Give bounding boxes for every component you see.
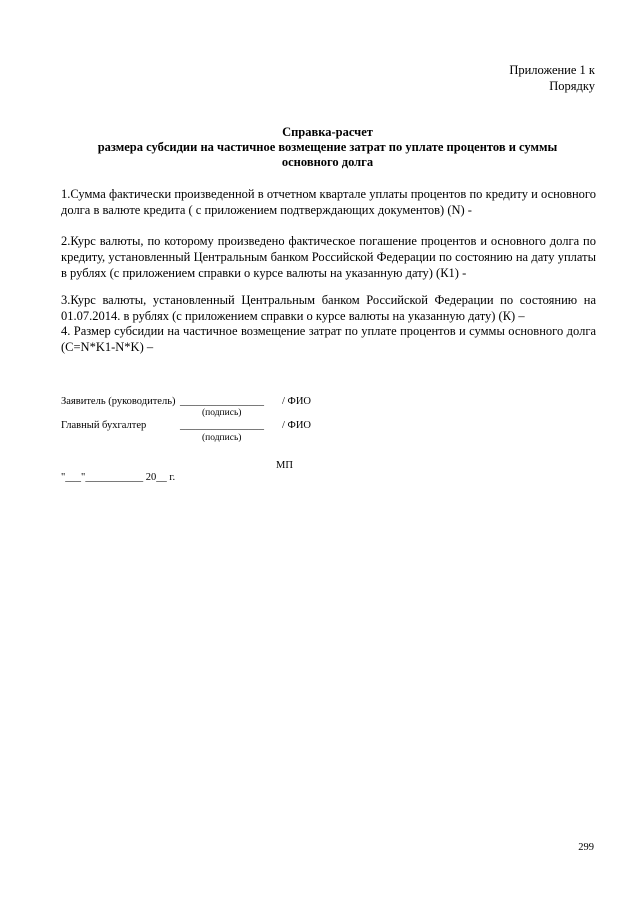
page-number: 299 [578,842,594,853]
accountant-label: Главный бухгалтер [61,420,147,431]
title-line-2: размера субсидии на частичное возмещение затрат по уплате процентов и суммы [97,140,558,154]
appendix-line-2: Порядку [549,79,595,93]
item-4: 4. Размер субсидии на частичное возмещение затрат по уплате процентов и суммы основного долга (С=N*K1-N*K) – [61,324,596,354]
accountant-sign-line: ________________ [180,420,264,431]
title-line-1: Справка-расчет [282,125,373,139]
applicant-label: Заявитель (руководитель) [61,396,176,407]
appendix-note [335,62,595,94]
date-line: "___"___________ 20__ г. [61,472,176,483]
applicant-sign-hint: (подпись) [202,408,242,418]
item-1: 1.Сумма фактически произведенной в отчетном квартале уплаты процентов по кредиту и основного долга в валюте кредита ( с приложением подтверждающих документов) (N) - [61,187,596,217]
appendix-line-1: Приложение 1 к [509,63,595,77]
applicant-fio: / ФИО [282,396,312,407]
item-2: 2.Курс валюты, по которому произведено фактическое погашение процентов и основного долга по кредиту, установленный Центральным банком Российской Федерации по состоянию на дату уплаты в рублях (с приложением справки о курсе валюты на указанную дату) (К1) - [61,234,596,280]
accountant-fio: / ФИО [282,420,312,431]
accountant-sign-hint: (подпись) [202,433,242,443]
stamp-place: МП [276,460,293,471]
document-title [60,125,595,170]
title-line-3: основного долга [281,155,374,169]
applicant-sign-line: ________________ [180,396,264,407]
item-3: 3.Курс валюты, установленный Центральным банком Российской Федерации по состоянию на 01.07.2014. в рублях (с приложением справки о курсе валюты на указанную дату) (К) – [61,293,596,323]
